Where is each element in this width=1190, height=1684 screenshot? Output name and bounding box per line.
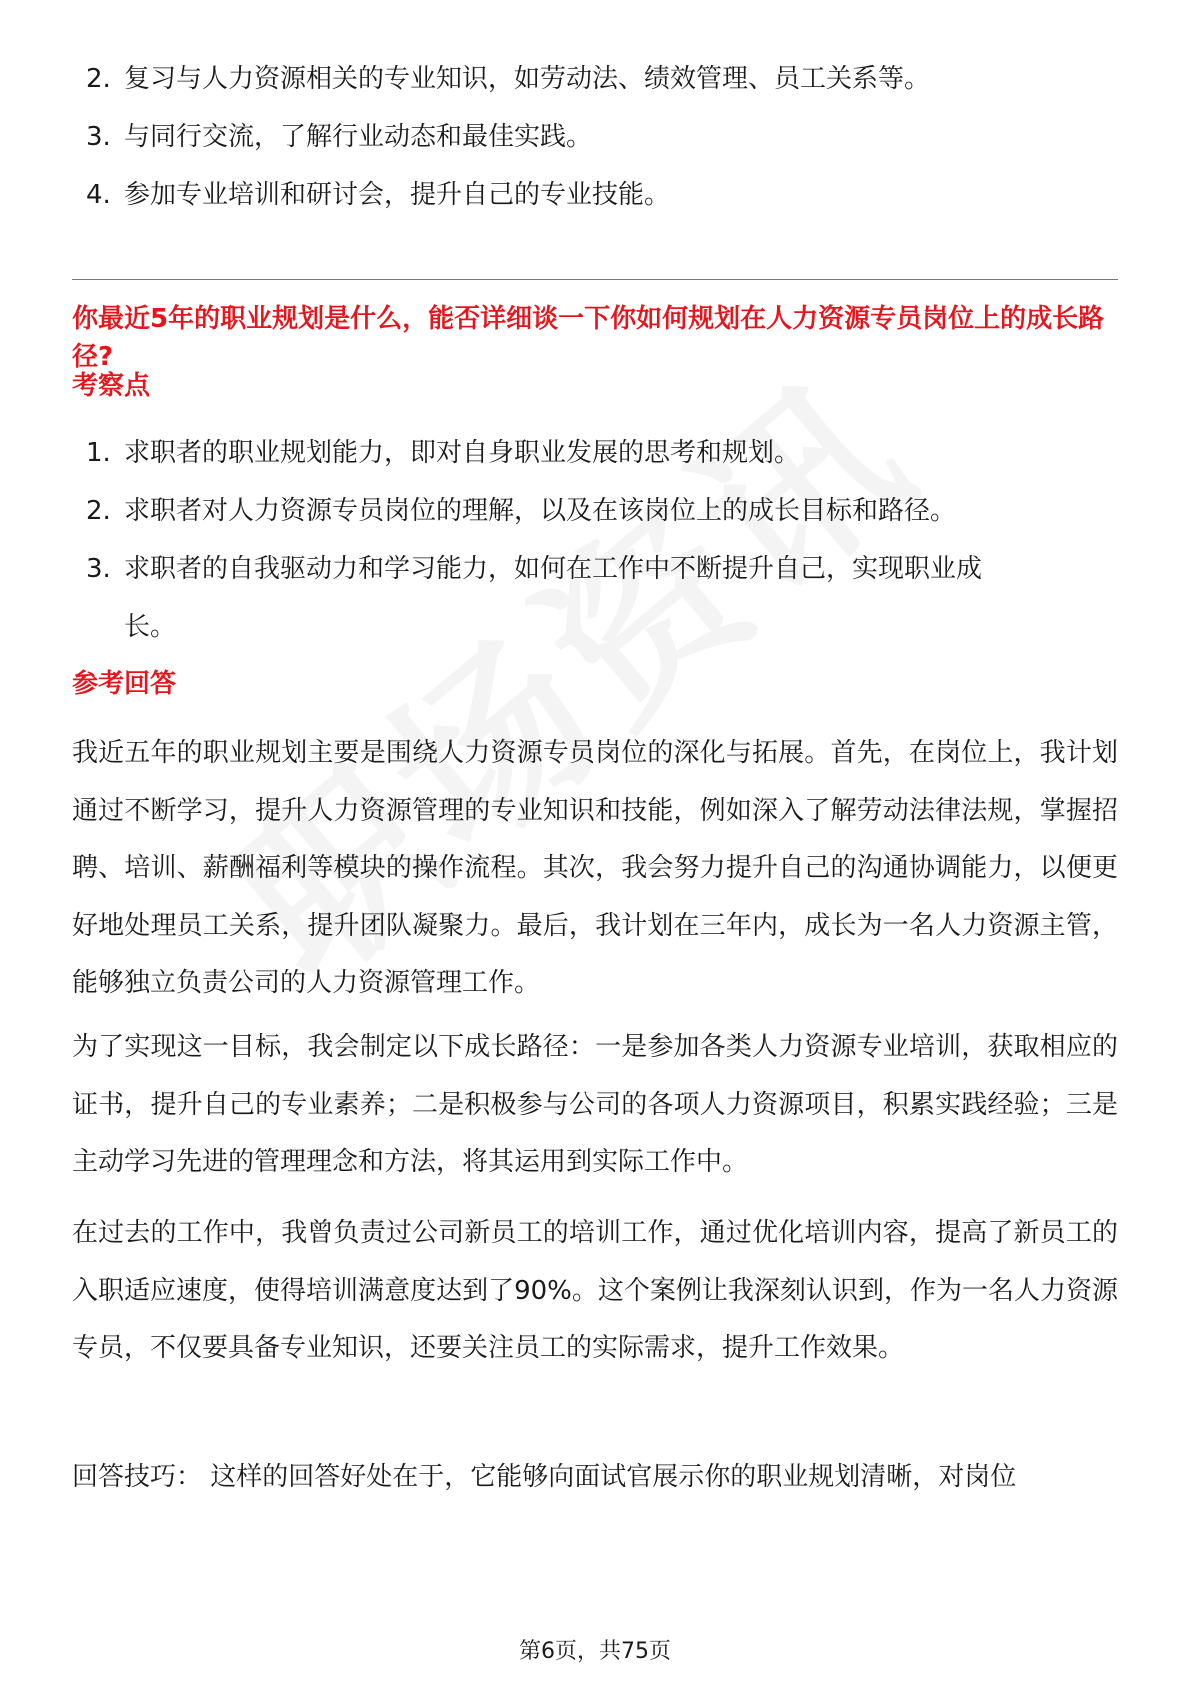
list-item (86, 540, 1106, 656)
list-item (86, 166, 1106, 224)
list-item-text: 求职者对人力资源专员岗位的理解，以及在该岗位上的成长目标和路径。 (124, 496, 957, 526)
answer-tips: 回答技巧： 这样的回答好处在于，它能够向面试官展示你的职业规划清晰，对岗位 (72, 1462, 1017, 1492)
kaochadian-heading: 考察点 (72, 371, 151, 401)
section-divider (72, 279, 1118, 280)
answer-paragraph-1: 我近五年的职业规划主要是围绕人力资源专员岗位的深化与拓展。首先，在岗位上，我计划通过不断学习，提升人力资源管理的专业知识和技能，例如深入了解劳动法律法规，掌握招聘、培训、薪酬福利等模块的操作流程。其次，我会努力提升自己的沟通协调能力，以便更好地处理员工关系，提升团队凝聚力。最后，我计划在三年内，成长为一名人力资源主管，能够独立负责公司的人力资源管理工作。 (72, 738, 1118, 998)
list-item (86, 108, 1106, 166)
list-item-text: 与同行交流，了解行业动态和最佳实践。 (124, 122, 593, 152)
list-item-number: 4. (86, 180, 111, 210)
list-item-number: 2. (86, 496, 111, 526)
list-item-number: 3. (86, 554, 111, 584)
list-item-number: 1. (86, 438, 111, 468)
list-item-text: 参加专业培训和研讨会，提升自己的专业技能。 (124, 180, 671, 210)
list-item (86, 424, 1106, 482)
list-item-text: 求职者的职业规划能力，即对自身职业发展的思考和规划。 (124, 438, 801, 468)
top-ordered-list (86, 50, 1106, 224)
list-item-text: 复习与人力资源相关的专业知识，如劳动法、绩效管理、员工关系等。 (124, 64, 931, 94)
list-item (86, 50, 1106, 108)
list-item-number: 2. (86, 64, 111, 94)
kaochadian-list (86, 424, 1106, 656)
list-item (86, 482, 1106, 540)
answer-heading: 参考回答 (72, 669, 177, 699)
answer-paragraph-3: 在过去的工作中，我曾负责过公司新员工的培训工作，通过优化培训内容，提高了新员工的入职适应速度，使得培训满意度达到了90%。这个案例让我深刻认识到，作为一名人力资源专员，不仅要具备专业知识，还要关注员工的实际需求，提升工作效果。 (72, 1218, 1118, 1363)
list-item-text: 求职者的自我驱动力和学习能力，如何在工作中不断提升自己，实现职业成长。 (124, 554, 983, 642)
answer-paragraph-2: 为了实现这一目标，我会制定以下成长路径：一是参加各类人力资源专业培训，获取相应的证书，提升自己的专业素养；二是积极参与公司的各项人力资源项目，积累实践经验；三是主动学习先进的管理理念和方法，将其运用到实际工作中。 (72, 1032, 1118, 1177)
question-heading: 你最近5年的职业规划是什么，能否详细谈一下你如何规划在人力资源专员岗位上的成长路径? (72, 304, 1105, 372)
page-number-footer: 第6页，共75页 (519, 1639, 671, 1664)
list-item-number: 3. (86, 122, 111, 152)
